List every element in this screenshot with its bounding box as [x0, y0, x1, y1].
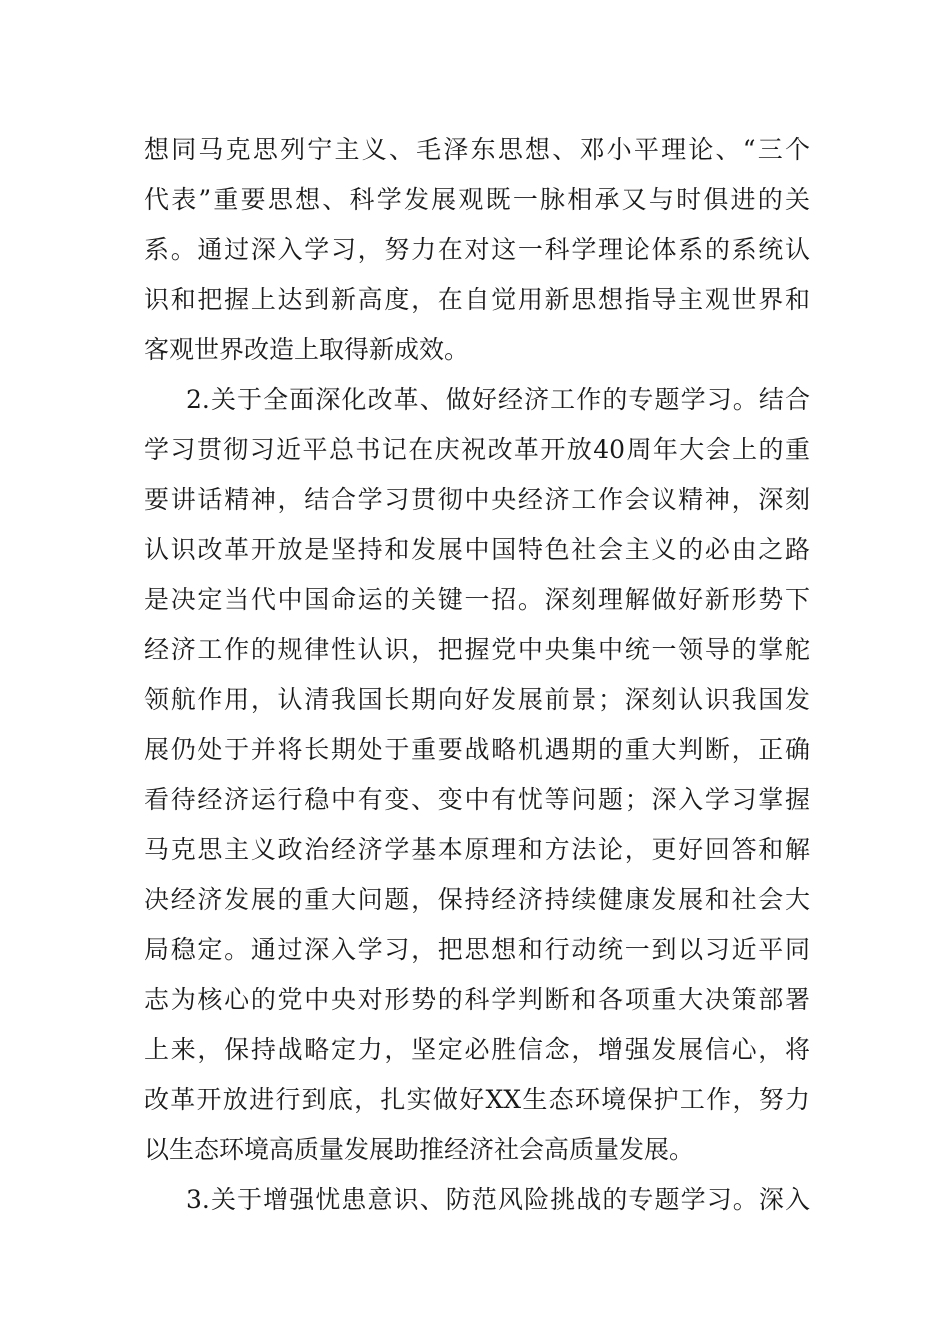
section-3-first-line: 3.关于增强忧患意识、防范风险挑战的专题学习。深入 — [186, 1185, 810, 1214]
paragraph-line-2: 代表”重要思想、科学发展观既一脉相承又与时俱进的关 — [144, 185, 810, 214]
paragraph-line-15: 马克思主义政治经济学基本原理和方法论，更好回答和解 — [144, 835, 810, 864]
paragraph-line-20: 改革开放进行到底，扎实做好XX生态环境保护工作，努力 — [144, 1085, 810, 1114]
paragraph-line-7: 学习贯彻习近平总书记在庆祝改革开放40周年大会上的重 — [144, 435, 810, 464]
paragraph-line-5: 客观世界改造上取得新成效。 — [144, 335, 470, 364]
paragraph-line-1: 想同马克思列宁主义、毛泽东思想、邓小平理论、“三个 — [144, 135, 810, 164]
paragraph-line-8: 要讲话精神，结合学习贯彻中央经济工作会议精神，深刻 — [144, 485, 810, 514]
paragraph-line-18: 志为核心的党中央对形势的科学判断和各项重大决策部署 — [144, 985, 810, 1014]
paragraph-line-21: 以生态环境高质量发展助推经济社会高质量发展。 — [144, 1135, 695, 1164]
paragraph-line-19: 上来，保持战略定力，坚定必胜信念，增强发展信心，将 — [144, 1035, 810, 1064]
paragraph-line-10: 是决定当代中国命运的关键一招。深刻理解做好新形势下 — [144, 585, 810, 614]
section-2-first-line: 2.关于全面深化改革、做好经济工作的专题学习。结合 — [186, 385, 810, 414]
paragraph-line-13: 展仍处于并将长期处于重要战略机遇期的重大判断，正确 — [144, 735, 810, 764]
paragraph-line-11: 经济工作的规律性认识，把握党中央集中统一领导的掌舵 — [144, 635, 810, 664]
paragraph-line-9: 认识改革开放是坚持和发展中国特色社会主义的必由之路 — [144, 535, 810, 564]
paragraph-line-16: 决经济发展的重大问题，保持经济持续健康发展和社会大 — [144, 885, 810, 914]
paragraph-line-4: 识和把握上达到新高度，在自觉用新思想指导主观世界和 — [144, 285, 810, 314]
paragraph-line-14: 看待经济运行稳中有变、变中有忧等问题；深入学习掌握 — [144, 785, 810, 814]
paragraph-line-12: 领航作用，认清我国长期向好发展前景；深刻认识我国发 — [144, 685, 810, 714]
paragraph-line-17: 局稳定。通过深入学习，把思想和行动统一到以习近平同 — [144, 935, 810, 964]
paragraph-line-3: 系。通过深入学习，努力在对这一科学理论体系的系统认 — [144, 235, 810, 264]
